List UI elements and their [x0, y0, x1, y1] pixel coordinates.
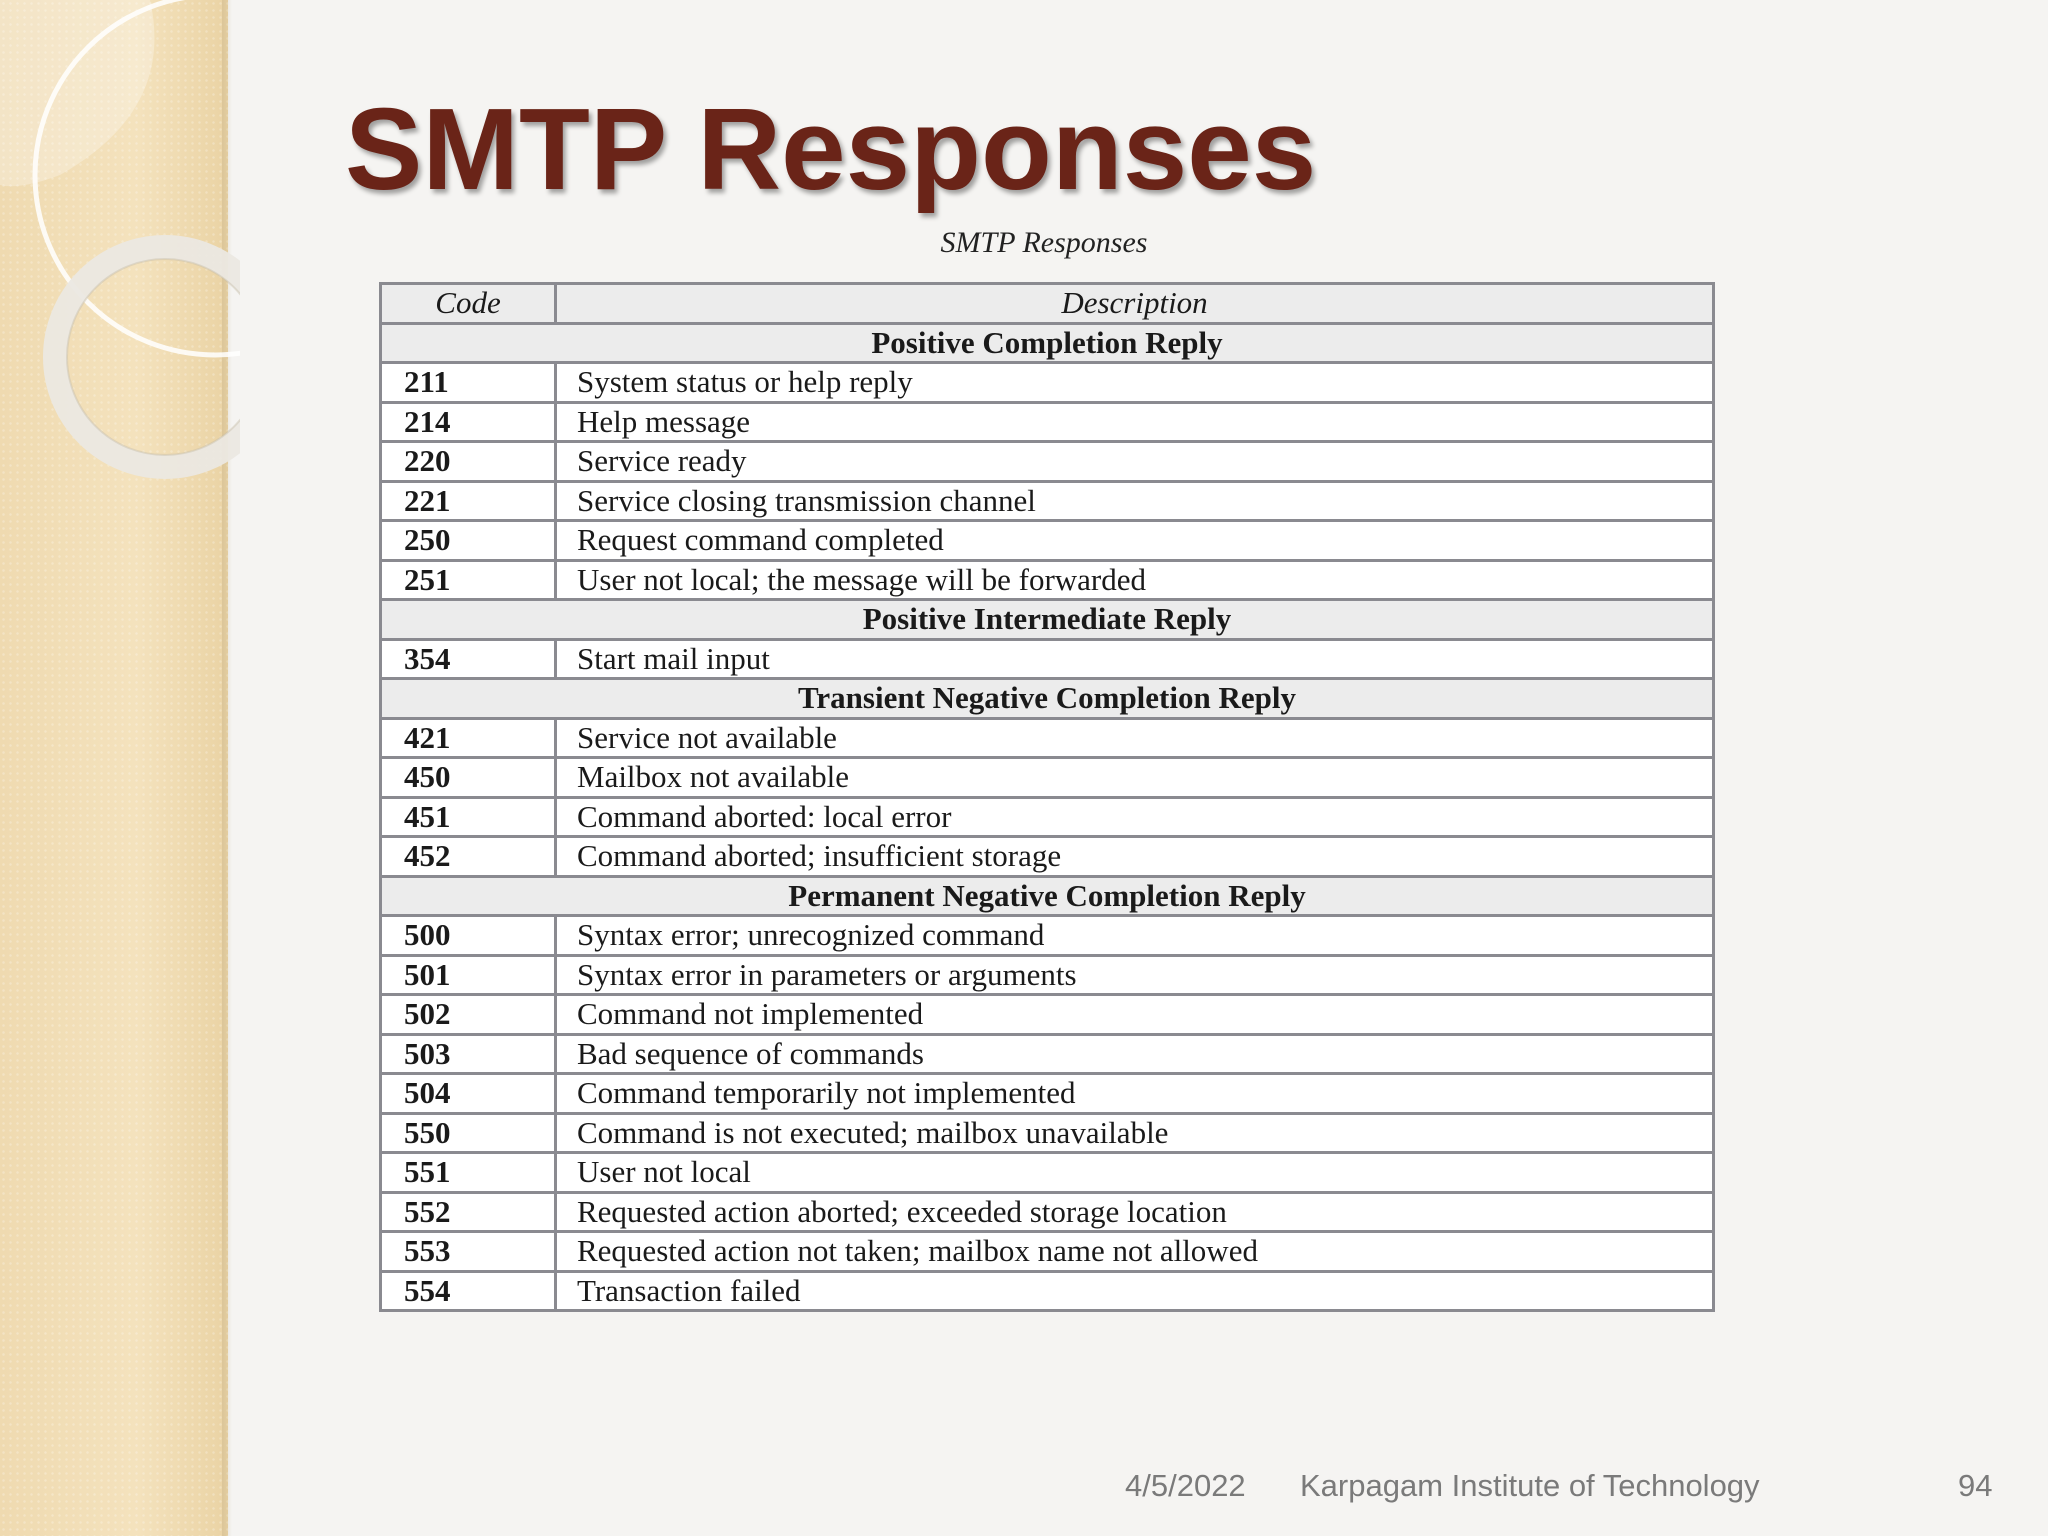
table-row	[381, 1192, 1714, 1232]
table-row	[381, 1271, 1714, 1311]
response-code-cell: 251	[381, 560, 556, 600]
section-heading: Positive Completion Reply	[381, 323, 1714, 363]
response-description-cell: Service ready	[556, 442, 1714, 482]
table-row	[381, 521, 1714, 561]
response-code-cell: 250	[381, 521, 556, 561]
slide-title: SMTP Responses	[345, 84, 1317, 214]
table-row	[381, 1153, 1714, 1193]
response-description-cell: Command aborted: local error	[556, 797, 1714, 837]
section-heading: Positive Intermediate Reply	[381, 600, 1714, 640]
code-column-header: Code	[381, 284, 556, 324]
response-description-cell: Command not implemented	[556, 995, 1714, 1035]
response-code-cell: 554	[381, 1271, 556, 1311]
response-description-cell: Command temporarily not implemented	[556, 1074, 1714, 1114]
table-row	[381, 442, 1714, 482]
table-body	[381, 323, 1714, 1311]
response-description-cell: Bad sequence of commands	[556, 1034, 1714, 1074]
response-description-cell: Syntax error; unrecognized command	[556, 916, 1714, 956]
description-column-header: Description	[556, 284, 1714, 324]
table-row	[381, 560, 1714, 600]
response-code-cell: 551	[381, 1153, 556, 1193]
response-description-cell: Request command completed	[556, 521, 1714, 561]
response-description-cell: Mailbox not available	[556, 758, 1714, 798]
table-row	[381, 837, 1714, 877]
response-description-cell: Start mail input	[556, 639, 1714, 679]
decorative-circles	[0, 0, 240, 520]
response-code-cell: 451	[381, 797, 556, 837]
response-code-cell: 500	[381, 916, 556, 956]
response-description-cell: Transaction failed	[556, 1271, 1714, 1311]
response-code-cell: 501	[381, 955, 556, 995]
response-code-cell: 421	[381, 718, 556, 758]
table-row	[381, 1034, 1714, 1074]
response-code-cell: 452	[381, 837, 556, 877]
table-row	[381, 718, 1714, 758]
footer-page-number: 94	[1958, 1468, 1993, 1503]
response-code-cell: 504	[381, 1074, 556, 1114]
table-row	[381, 363, 1714, 403]
section-row	[381, 876, 1714, 916]
response-code-cell: 450	[381, 758, 556, 798]
table-row	[381, 758, 1714, 798]
response-code-cell: 502	[381, 995, 556, 1035]
response-code-cell: 354	[381, 639, 556, 679]
response-code-cell: 552	[381, 1192, 556, 1232]
footer-organization: Karpagam Institute of Technology	[1300, 1468, 1760, 1503]
decorative-swoosh	[0, 0, 154, 186]
table-row	[381, 402, 1714, 442]
response-description-cell: Service closing transmission channel	[556, 481, 1714, 521]
table-row	[381, 639, 1714, 679]
table-row	[381, 481, 1714, 521]
footer-date: 4/5/2022	[1125, 1468, 1246, 1503]
response-description-cell: System status or help reply	[556, 363, 1714, 403]
section-row	[381, 679, 1714, 719]
response-code-cell: 503	[381, 1034, 556, 1074]
table-row	[381, 995, 1714, 1035]
response-code-cell: 214	[381, 402, 556, 442]
response-description-cell: Command is not executed; mailbox unavailable	[556, 1113, 1714, 1153]
response-description-cell: User not local	[556, 1153, 1714, 1193]
response-code-cell: 211	[381, 363, 556, 403]
response-description-cell: Service not available	[556, 718, 1714, 758]
response-code-cell: 550	[381, 1113, 556, 1153]
table-row	[381, 797, 1714, 837]
response-description-cell: Syntax error in parameters or arguments	[556, 955, 1714, 995]
response-description-cell: Command aborted; insufficient storage	[556, 837, 1714, 877]
table-row	[381, 955, 1714, 995]
section-heading: Permanent Negative Completion Reply	[381, 876, 1714, 916]
section-heading: Transient Negative Completion Reply	[381, 679, 1714, 719]
table-caption: SMTP Responses	[940, 226, 1148, 259]
table-row	[381, 916, 1714, 956]
table-row	[381, 1232, 1714, 1272]
response-code-cell: 221	[381, 481, 556, 521]
table-header-row	[381, 284, 1714, 324]
response-description-cell: Requested action not taken; mailbox name not allowed	[556, 1232, 1714, 1272]
section-row	[381, 600, 1714, 640]
table-row	[381, 1113, 1714, 1153]
response-code-cell: 220	[381, 442, 556, 482]
response-description-cell: Help message	[556, 402, 1714, 442]
smtp-responses-table	[379, 282, 1715, 1312]
section-row	[381, 323, 1714, 363]
response-description-cell: Requested action aborted; exceeded storage location	[556, 1192, 1714, 1232]
response-description-cell: User not local; the message will be forwarded	[556, 560, 1714, 600]
table-row	[381, 1074, 1714, 1114]
response-code-cell: 553	[381, 1232, 556, 1272]
